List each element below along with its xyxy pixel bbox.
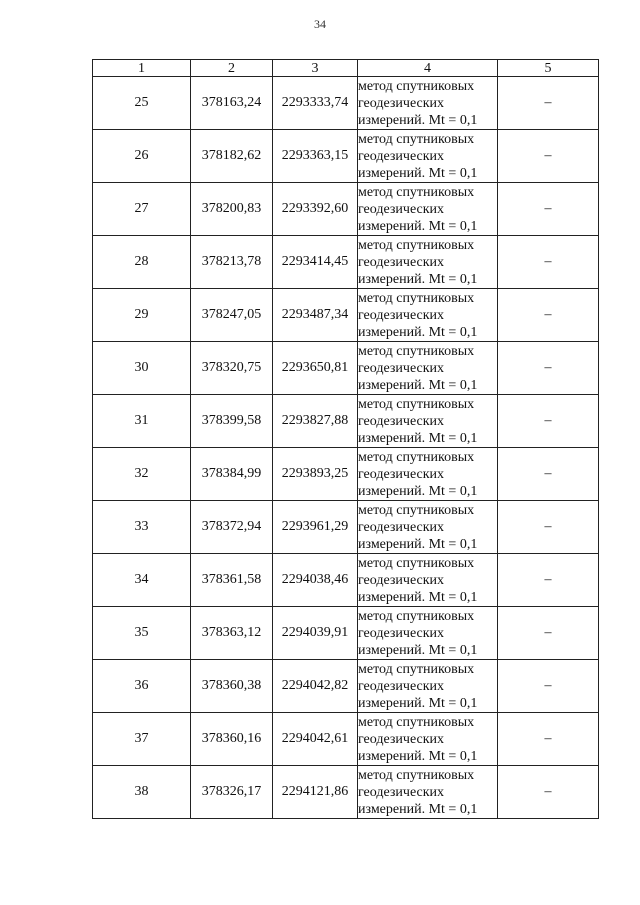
method-text-line: метод спутниковых [358, 449, 475, 465]
method-text-line: измерений. Mt = 0,1 [358, 589, 478, 605]
y-coordinate-cell: 2294121,86 [273, 766, 358, 819]
method-text-line: геодезических [358, 519, 445, 535]
x-coordinate-cell: 378372,94 [191, 501, 273, 554]
table-row [93, 395, 599, 448]
method-text-line: метод спутниковых [358, 502, 475, 518]
table-row [93, 342, 599, 395]
column-5-cell: – [498, 766, 599, 819]
point-number-cell: 28 [93, 236, 191, 289]
method-text-line: геодезических [358, 466, 445, 482]
method-text-line: метод спутниковых [358, 343, 475, 359]
y-coordinate-cell: 2294042,61 [273, 713, 358, 766]
x-coordinate-cell: 378213,78 [191, 236, 273, 289]
method-text-line: измерений. Mt = 0,1 [358, 642, 478, 658]
x-coordinate-cell: 378247,05 [191, 289, 273, 342]
column-5-cell: – [498, 77, 599, 130]
column-5-cell: – [498, 183, 599, 236]
x-coordinate-cell: 378200,83 [191, 183, 273, 236]
table-row [93, 660, 599, 713]
method-cell [358, 342, 498, 395]
column-5-cell: – [498, 289, 599, 342]
column-5-cell: – [498, 607, 599, 660]
column-header-3: 3 [273, 60, 358, 77]
column-5-cell: – [498, 660, 599, 713]
column-5-cell: – [498, 501, 599, 554]
method-text-line: геодезических [358, 625, 445, 641]
point-number-cell: 36 [93, 660, 191, 713]
y-coordinate-cell: 2293414,45 [273, 236, 358, 289]
method-cell [358, 130, 498, 183]
method-text-line: измерений. Mt = 0,1 [358, 695, 478, 711]
method-text-line: метод спутниковых [358, 131, 475, 147]
table-row [93, 766, 599, 819]
method-text-line: измерений. Mt = 0,1 [358, 748, 478, 764]
method-text-line: геодезических [358, 784, 445, 800]
y-coordinate-cell: 2293893,25 [273, 448, 358, 501]
point-number-cell: 34 [93, 554, 191, 607]
method-text-line: измерений. Mt = 0,1 [358, 377, 478, 393]
page-number: 34 [314, 17, 326, 31]
method-text-line: метод спутниковых [358, 714, 475, 730]
method-text-line: геодезических [358, 413, 445, 429]
column-header-1: 1 [93, 60, 191, 77]
table-body [93, 77, 599, 819]
x-coordinate-cell: 378399,58 [191, 395, 273, 448]
method-cell [358, 183, 498, 236]
y-coordinate-cell: 2293487,34 [273, 289, 358, 342]
x-coordinate-cell: 378360,16 [191, 713, 273, 766]
y-coordinate-cell: 2294038,46 [273, 554, 358, 607]
x-coordinate-cell: 378384,99 [191, 448, 273, 501]
y-coordinate-cell: 2294039,91 [273, 607, 358, 660]
method-cell [358, 607, 498, 660]
point-number-cell: 31 [93, 395, 191, 448]
method-text-line: измерений. Mt = 0,1 [358, 324, 478, 340]
x-coordinate-cell: 378360,38 [191, 660, 273, 713]
table-row [93, 448, 599, 501]
method-text-line: метод спутниковых [358, 555, 475, 571]
method-cell [358, 395, 498, 448]
table-header-row [93, 60, 599, 77]
y-coordinate-cell: 2293392,60 [273, 183, 358, 236]
method-text-line: метод спутниковых [358, 767, 475, 783]
y-coordinate-cell: 2293827,88 [273, 395, 358, 448]
method-text-line: метод спутниковых [358, 184, 475, 200]
method-cell [358, 236, 498, 289]
point-number-cell: 38 [93, 766, 191, 819]
table-row [93, 713, 599, 766]
method-text-line: метод спутниковых [358, 661, 475, 677]
column-5-cell: – [498, 713, 599, 766]
column-5-cell: – [498, 236, 599, 289]
point-number-cell: 35 [93, 607, 191, 660]
method-text-line: геодезических [358, 95, 445, 111]
method-text-line: измерений. Mt = 0,1 [358, 430, 478, 446]
method-text-line: геодезических [358, 307, 445, 323]
method-text-line: геодезических [358, 678, 445, 694]
point-number-cell: 26 [93, 130, 191, 183]
method-text-line: измерений. Mt = 0,1 [358, 218, 478, 234]
table-row [93, 77, 599, 130]
table-row [93, 183, 599, 236]
table-row [93, 501, 599, 554]
x-coordinate-cell: 378320,75 [191, 342, 273, 395]
x-coordinate-cell: 378361,58 [191, 554, 273, 607]
method-cell [358, 501, 498, 554]
y-coordinate-cell: 2293363,15 [273, 130, 358, 183]
method-cell [358, 766, 498, 819]
table-row [93, 554, 599, 607]
column-5-cell: – [498, 554, 599, 607]
column-5-cell: – [498, 130, 599, 183]
method-text-line: геодезических [358, 201, 445, 217]
column-header-5: 5 [498, 60, 599, 77]
method-cell [358, 660, 498, 713]
table-row [93, 289, 599, 342]
method-text-line: метод спутниковых [358, 608, 475, 624]
x-coordinate-cell: 378182,62 [191, 130, 273, 183]
column-5-cell: – [498, 448, 599, 501]
point-number-cell: 37 [93, 713, 191, 766]
point-number-cell: 33 [93, 501, 191, 554]
method-cell [358, 554, 498, 607]
method-cell [358, 77, 498, 130]
point-number-cell: 30 [93, 342, 191, 395]
column-header-2: 2 [191, 60, 273, 77]
method-cell [358, 289, 498, 342]
method-text-line: геодезических [358, 731, 445, 747]
y-coordinate-cell: 2293333,74 [273, 77, 358, 130]
point-number-cell: 27 [93, 183, 191, 236]
table-row [93, 236, 599, 289]
y-coordinate-cell: 2293961,29 [273, 501, 358, 554]
method-text-line: измерений. Mt = 0,1 [358, 271, 478, 287]
method-text-line: геодезических [358, 148, 445, 164]
x-coordinate-cell: 378363,12 [191, 607, 273, 660]
method-cell [358, 448, 498, 501]
method-text-line: метод спутниковых [358, 290, 475, 306]
method-text-line: измерений. Mt = 0,1 [358, 536, 478, 552]
coordinates-table [92, 59, 599, 819]
table-row [93, 607, 599, 660]
method-text-line: метод спутниковых [358, 237, 475, 253]
y-coordinate-cell: 2293650,81 [273, 342, 358, 395]
column-5-cell: – [498, 342, 599, 395]
method-cell [358, 713, 498, 766]
method-text-line: измерений. Mt = 0,1 [358, 165, 478, 181]
method-text-line: геодезических [358, 360, 445, 376]
column-5-cell: – [498, 395, 599, 448]
table-row [93, 130, 599, 183]
x-coordinate-cell: 378326,17 [191, 766, 273, 819]
method-text-line: метод спутниковых [358, 396, 475, 412]
method-text-line: геодезических [358, 572, 445, 588]
method-text-line: измерений. Mt = 0,1 [358, 112, 478, 128]
method-text-line: измерений. Mt = 0,1 [358, 483, 478, 499]
y-coordinate-cell: 2294042,82 [273, 660, 358, 713]
column-header-4: 4 [358, 60, 498, 77]
point-number-cell: 29 [93, 289, 191, 342]
method-text-line: метод спутниковых [358, 78, 475, 94]
x-coordinate-cell: 378163,24 [191, 77, 273, 130]
method-text-line: измерений. Mt = 0,1 [358, 801, 478, 817]
method-text-line: геодезических [358, 254, 445, 270]
point-number-cell: 32 [93, 448, 191, 501]
point-number-cell: 25 [93, 77, 191, 130]
